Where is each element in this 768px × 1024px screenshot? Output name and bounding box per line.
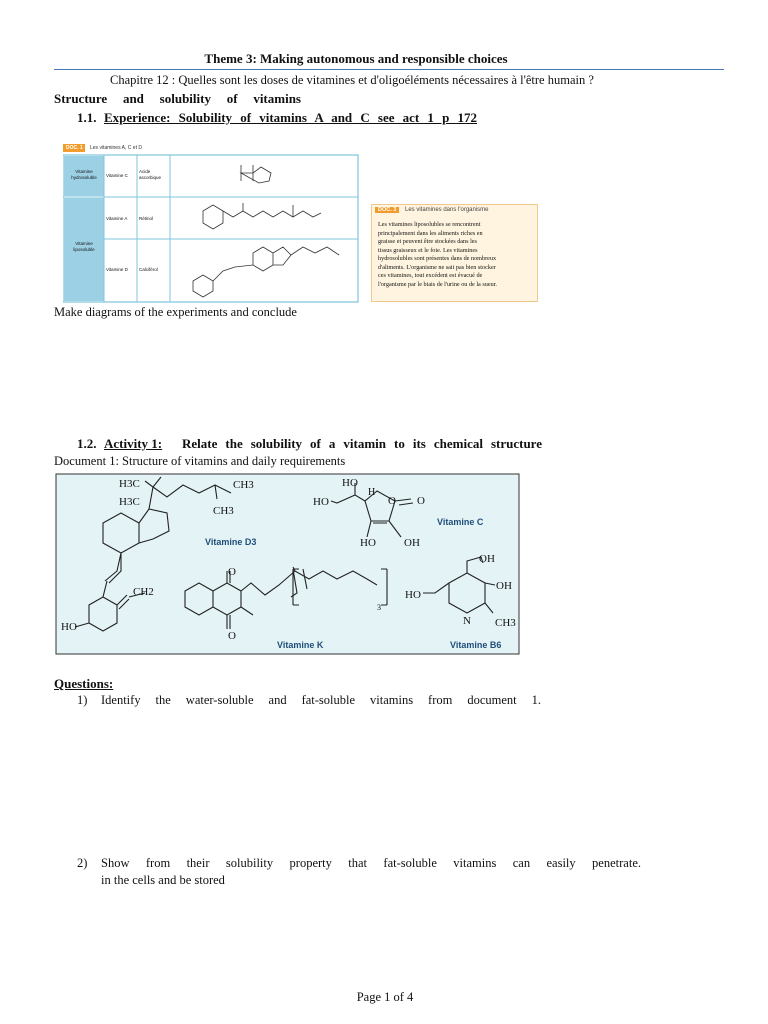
doc1-row-vitamin: Vitamine D: [106, 267, 128, 272]
atom-label: OH: [496, 580, 512, 592]
label-vitamin-c: Vitamine C: [437, 517, 484, 527]
atom-label: 3: [377, 603, 381, 612]
question-2-text-cont: in the cells and be stored: [101, 873, 225, 887]
doc3-title: Les vitamines dans l'organisme: [405, 207, 489, 213]
doc3-text: [378, 221, 538, 289]
atom-label: CH3: [495, 617, 516, 629]
activity-title: Relate the solubility of a vitamin to its chemical structure: [182, 436, 542, 451]
doc3-line: principalement dans les aliments riches en: [378, 229, 483, 237]
doc1-row-name: Acide ascorbique: [139, 169, 162, 180]
activity-label: Activity 1:: [104, 436, 163, 451]
label-vitamin-d3: Vitamine D3: [205, 537, 257, 547]
atom-label: HO: [360, 537, 376, 549]
atom-label: N: [463, 615, 471, 627]
doc3-box: [371, 204, 538, 302]
atom-label: HO: [61, 621, 77, 633]
document-caption: Document 1: Structure of vitamins and daily requirements: [54, 454, 346, 468]
doc1-row-name: Rétinol: [139, 216, 154, 221]
atom-label: OH: [404, 537, 420, 549]
atom-label: CH3: [233, 479, 254, 491]
doc1-group-hydro: Vitamine hydrosoluble: [71, 169, 97, 180]
header-divider: [54, 69, 724, 70]
chapter-title: Chapitre 12 : Quelles sont les doses de vitamines et d'oligoéléments nécessaires à l'être humain ?: [110, 73, 594, 87]
doc1-figure: [63, 143, 359, 303]
doc1-title: Les vitamines A, C et D: [90, 145, 142, 151]
doc1-row-vitamin: Vitamine A: [106, 216, 128, 221]
atom-label: CH2: [133, 586, 154, 598]
label-vitamin-k: Vitamine K: [277, 640, 324, 650]
atom-label: O: [228, 566, 236, 578]
question-1-number: 1): [77, 693, 88, 707]
doc3-line: l'organisme par le biais de l'urine ou de la sueur.: [378, 280, 497, 288]
doc3-line: Les vitamines liposolubles se rencontrent: [378, 221, 481, 228]
label-vitamin-b6: Vitamine B6: [450, 640, 502, 650]
doc3-line: graisse et peuvent être stockées dans les: [378, 238, 477, 245]
doc1-group-lipo: Vitamine liposoluble: [73, 241, 95, 252]
atom-label: O: [388, 495, 396, 507]
theme-title: Theme 3: Making autonomous and responsible choices: [204, 51, 508, 66]
doc3-line: ces vitamines, tout excédent est évacué de: [378, 272, 483, 279]
subsection-number: 1.1.: [77, 110, 97, 125]
doc1-badge: DOC. 1: [66, 145, 83, 151]
questions-heading: Questions:: [54, 676, 114, 691]
section-heading: Structure and solubility of vitamins: [54, 91, 301, 106]
doc1-row-name: Calciférol: [139, 267, 158, 272]
question-1-text: Identify the water-soluble and fat-soluble vitamins from document 1.: [101, 693, 541, 707]
doc3-line: d'aliments. L'organisme ne sait pas bien stocker: [378, 263, 496, 271]
activity-number: 1.2.: [77, 436, 97, 451]
doc3-line: tissus graisseux et le foie. Les vitamines: [378, 246, 478, 254]
question-2-number: 2): [77, 856, 88, 870]
atom-label: H3C: [119, 496, 140, 508]
atom-label: H: [368, 487, 376, 498]
doc3-line: hydrosolubles sont présentes dans de nombreux: [378, 255, 497, 262]
atom-label: CH3: [213, 505, 234, 517]
page-number: Page 1 of 4: [356, 990, 414, 1004]
subsection-title: Experience: Solubility of vitamins A and C see act 1 p 172: [104, 110, 477, 125]
question-2-text: Show from their solubility property that fat-soluble vitamins can easily penetrate.: [101, 856, 641, 870]
atom-label: HO: [342, 477, 358, 489]
atom-label: O: [417, 495, 425, 507]
vitamin-structures-figure: [55, 473, 520, 655]
instruction-text: Make diagrams of the experiments and conclude: [54, 305, 297, 319]
atom-label: HO: [313, 496, 329, 508]
doc3-badge: DOC. 3: [375, 207, 399, 213]
doc1-row-vitamin: Vitamine C: [106, 173, 128, 178]
atom-label: HO: [405, 589, 421, 601]
atom-label: OH: [479, 553, 495, 565]
atom-label: O: [228, 630, 236, 642]
atom-label: H3C: [119, 478, 140, 490]
